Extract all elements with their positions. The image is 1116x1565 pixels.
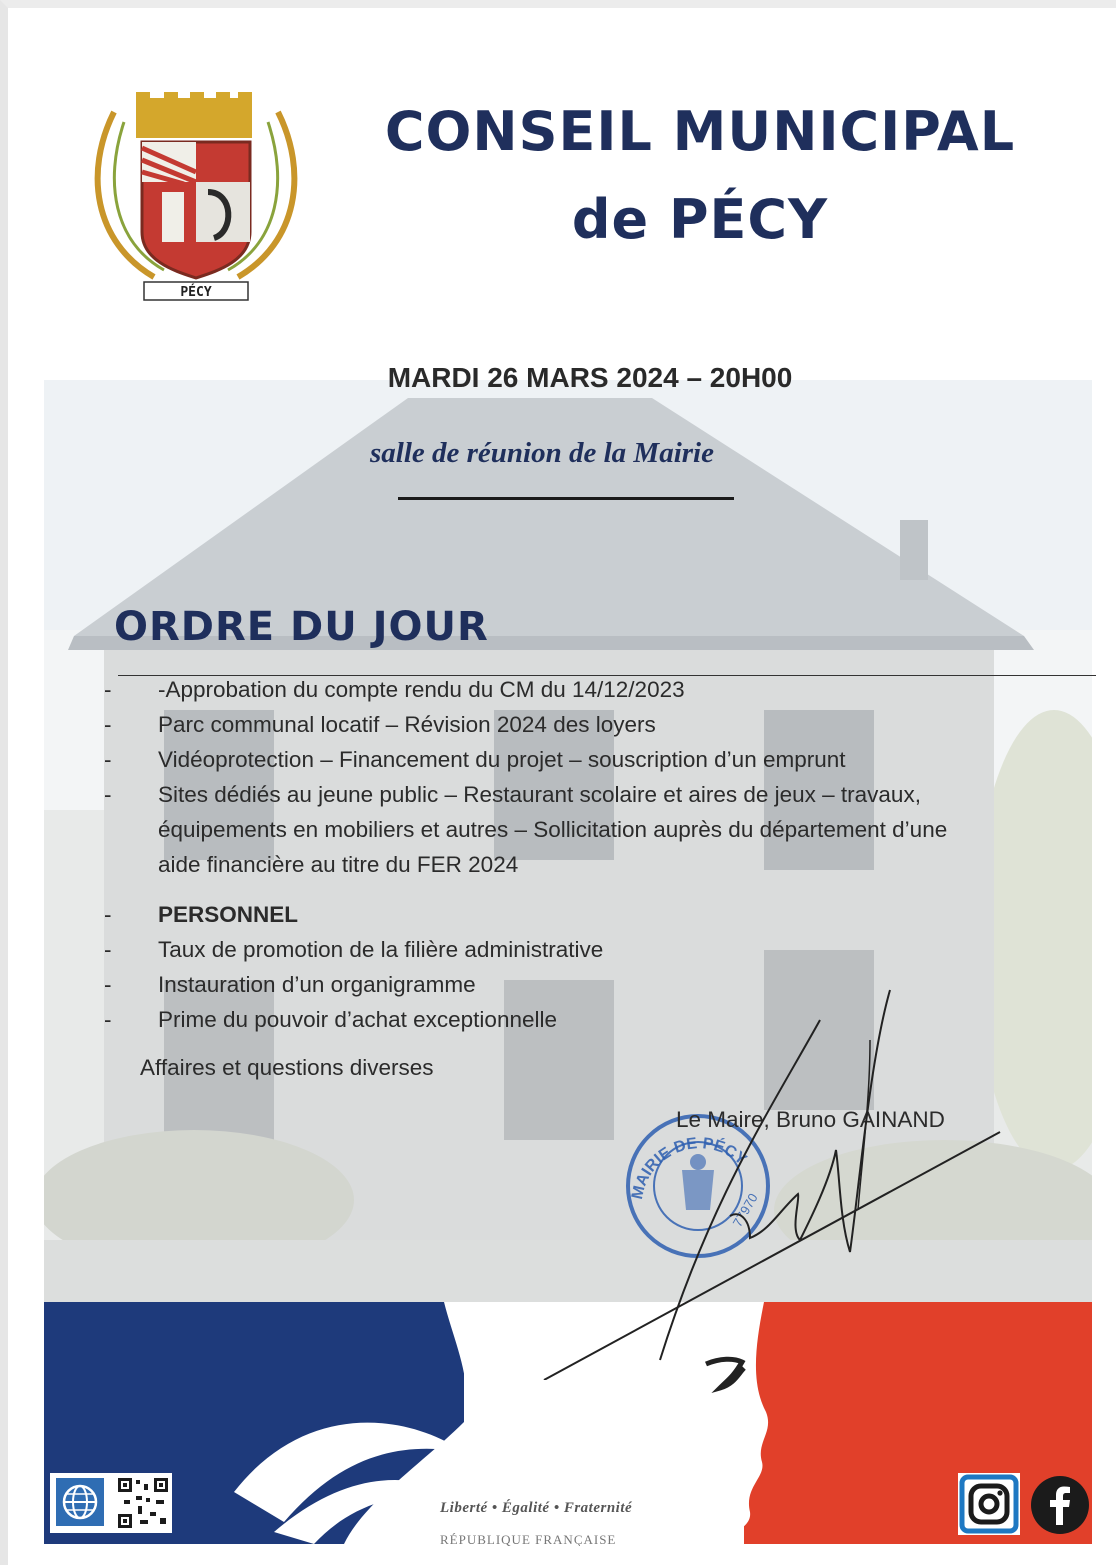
meeting-venue: salle de réunion de la Mairie [370,437,714,469]
stamp-code: 77970 [729,1190,761,1230]
crest-label: PÉCY [180,285,212,300]
agenda-item-text: Instauration d’un organigramme [158,972,476,997]
agenda-item [104,897,964,932]
list-dash: - [104,902,112,927]
republic-label: RÉPUBLIQUE FRANÇAISE [440,1532,617,1546]
handwritten-signature [540,980,1010,1380]
page-title-line2: de PÉCY [571,188,829,251]
list-dash: - [104,712,112,737]
globe-icon[interactable] [56,1478,104,1526]
agenda-item [104,742,964,777]
meeting-date-time: MARDI 26 MARS 2024 – 20H00 [387,362,793,393]
agenda-item-text: Prime du pouvoir d’achat exceptionnelle [158,1007,557,1032]
list-dash: - [104,937,112,962]
venue-underline-divider [398,497,734,500]
list-dash: - [104,972,112,997]
agenda-item-text: Sites dédiés au jeune public – Restaurant scolaire et aires de jeux – travaux, équipements en mobiliers et autres – Sollicitation auprès du département d’une aide financière au titre du FER 2024 [158,782,948,877]
agenda-heading: ORDRE DU JOUR [114,604,489,650]
agenda-item [104,672,964,707]
agenda-item [104,707,964,742]
agenda-item-text: Vidéoprotection – Financement du projet – souscription d’un emprunt [158,747,846,772]
page-title-line1: CONSEIL MUNICIPAL [384,100,1016,163]
agenda-item-text: Parc communal locatif – Révision 2024 des loyers [158,712,656,737]
pecy-coat-of-arms [84,92,308,304]
list-dash: - [104,1007,112,1032]
agenda-item [104,932,964,967]
agenda-item-text: Taux de promotion de la filière administrative [158,937,604,962]
qr-code-icon[interactable] [116,1476,170,1530]
stamp-text: MAIRIE DE PÉCY [628,1135,750,1201]
agenda-item [104,777,964,882]
agenda-item-text: -Approbation du compte rendu du CM du 14/12/2023 [158,677,685,702]
agenda-section-heading: PERSONNEL [158,902,299,927]
misc-matters: Affaires et questions diverses [140,1055,434,1080]
list-dash: - [104,782,112,807]
mayor-signature-name: Le Maire, Bruno GAINAND [676,1107,945,1132]
instagram-icon[interactable] [958,1473,1020,1535]
list-dash: - [104,677,112,702]
list-dash: - [104,747,112,772]
facebook-icon[interactable] [1030,1475,1090,1535]
republic-motto: Liberté • Égalité • Fraternité [440,1500,633,1516]
